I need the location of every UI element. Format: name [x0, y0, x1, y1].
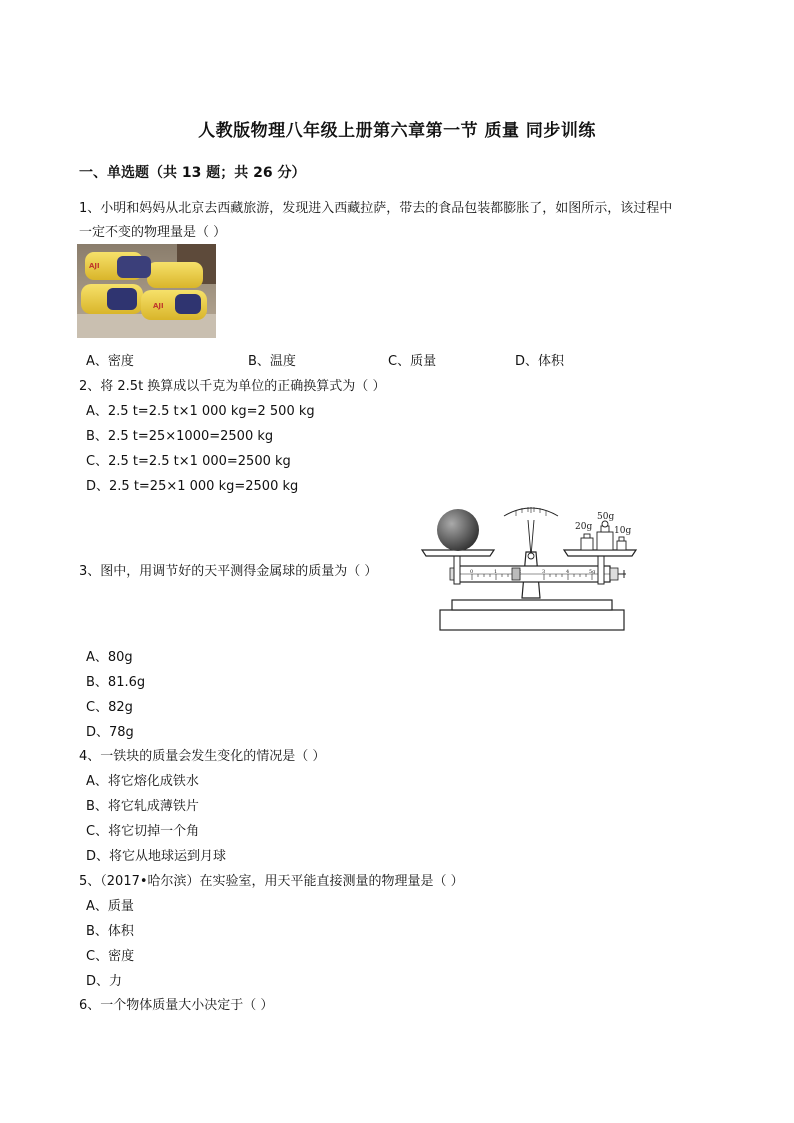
q5-option-c: C、密度 [86, 949, 135, 964]
rider [512, 568, 520, 580]
weight-label: 20g [575, 522, 593, 532]
q3-stem: 3、图中，用调节好的天平测得金属球的质量为（ ） [79, 564, 378, 579]
q5-option-a: A、质量 [86, 899, 134, 914]
weight-50g [597, 532, 613, 550]
q4-stem: 4、一铁块的质量会发生变化的情况是（ ） [79, 749, 326, 764]
q1-snack-photo [77, 244, 216, 338]
q4-option-b: B、将它轧成薄铁片 [86, 799, 199, 814]
q2-stem: 2、将 2.5t 换算成以千克为单位的正确换算式为（ ） [79, 379, 386, 394]
q1-stem-line2: 一定不变的物理量是（ ） [79, 225, 227, 240]
q4-option-a: A、将它熔化成铁水 [86, 774, 199, 789]
svg-text:AJI: AJI [153, 302, 164, 310]
metal-ball [437, 509, 479, 551]
q6-stem: 6、一个物体质量大小决定于（ ） [79, 998, 274, 1013]
q2-option-b: B、2.5 t=25×1000=2500 kg [86, 429, 274, 444]
weight-label: 50g [597, 512, 615, 522]
q2-option-c: C、2.5 t=2.5 t×1 000=2500 kg [86, 454, 291, 469]
tick-label: 0 [470, 569, 474, 575]
tick-label: 3 [542, 569, 546, 575]
q4-option-d: D、将它从地球运到月球 [86, 849, 227, 864]
q1-stem-line1: 1、小明和妈妈从北京去西藏旅游，发现进入西藏拉萨，带去的食品包装都膨胀了，如图所示，该过程中 [79, 201, 673, 216]
q5-option-b: B、体积 [86, 924, 134, 939]
weight-20g [581, 538, 593, 550]
q3-option-c: C、82g [86, 700, 133, 715]
weight-label: 10g [614, 526, 632, 536]
q3-option-b: B、81.6g [86, 675, 146, 690]
q5-option-d: D、力 [86, 974, 123, 989]
section-heading: 一、单选题（共 13 题；共 26 分） [79, 165, 306, 181]
weight-10g [617, 541, 626, 550]
q2-option-a: A、2.5 t=2.5 t×1 000 kg=2 500 kg [86, 404, 315, 419]
q5-stem: 5、（2017•哈尔滨）在实验室，用天平能直接测量的物理量是（ ） [79, 874, 464, 889]
q1-option-d: D、体积 [515, 354, 565, 369]
tick-label: 4 [566, 569, 570, 575]
page-title: 人教版物理八年级上册第六章第一节 质量 同步训练 [198, 121, 596, 141]
q3-balance-diagram [418, 502, 640, 634]
q1-option-a: A、密度 [86, 354, 134, 369]
tick-label: 5g [589, 569, 596, 575]
q1-option-c: C、质量 [388, 354, 437, 369]
q4-option-c: C、将它切掉一个角 [86, 824, 200, 839]
q3-option-a: A、80g [86, 650, 133, 665]
q2-option-d: D、2.5 t=25×1 000 kg=2500 kg [86, 479, 299, 494]
q1-option-b: B、温度 [248, 354, 296, 369]
brand-logo: AJI [89, 262, 100, 270]
q3-option-d: D、78g [86, 725, 134, 740]
tick-label: 1 [494, 569, 498, 575]
